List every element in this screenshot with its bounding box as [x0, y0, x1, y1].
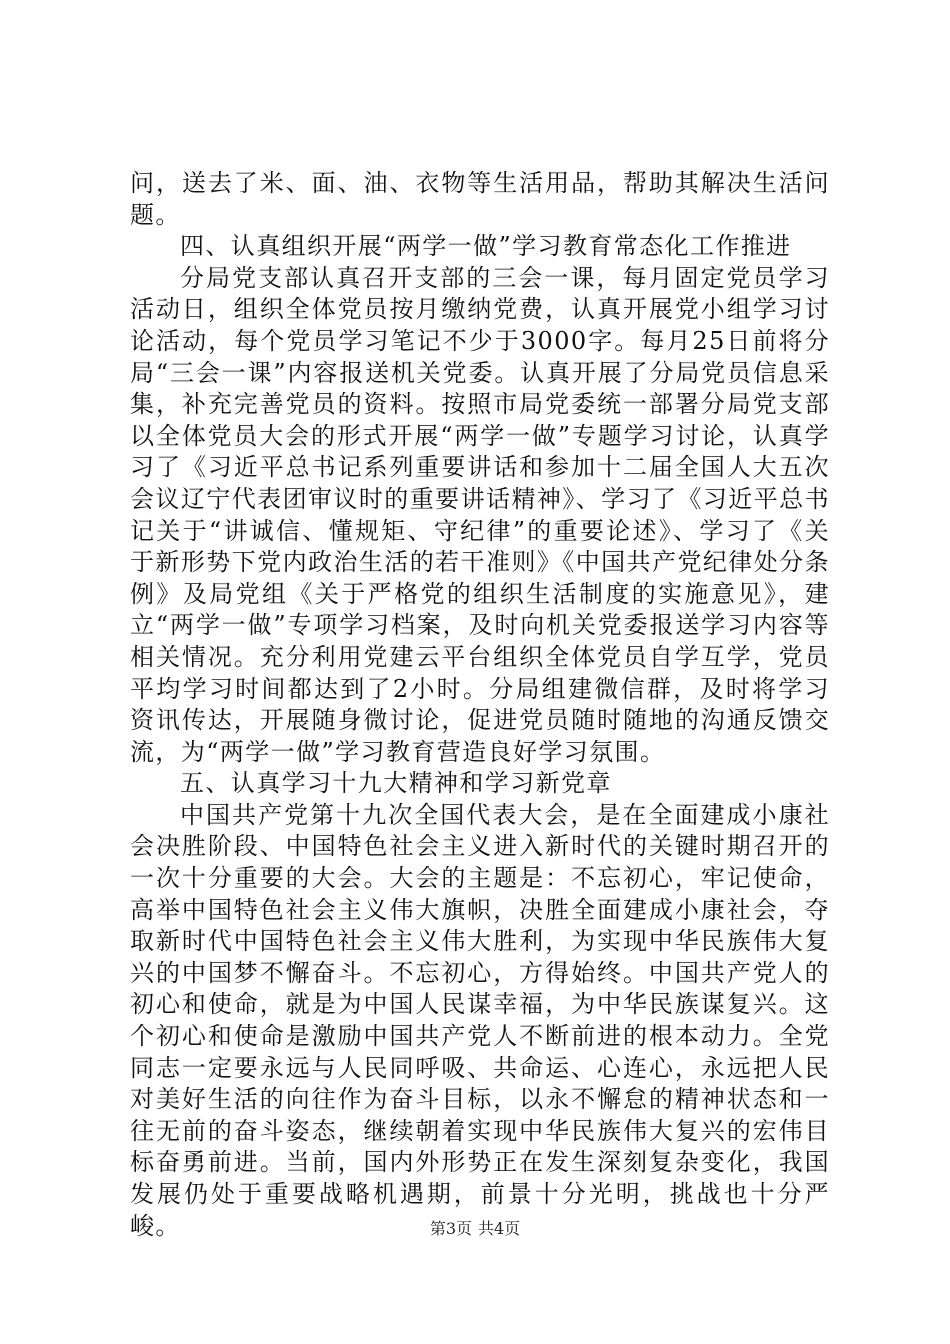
- page-footer: [0, 1216, 950, 1239]
- section-heading-five: 五、认真学习十九大精神和学习新党章: [180, 769, 612, 798]
- document-body: [130, 168, 830, 1242]
- paragraph-section-five: 中国共产党第十九次全国代表大会，是在全面建成小康社会决胜阶段、中国特色社会主义进入新时代的关键时期召开的一次十分重要的大会。大会的主题是：不忘初心，牢记使命，高举中国特色社会主义伟大旗帜，决胜全面建成小康社会，夺取新时代中国特色社会主义伟大胜利，为实现中华民族伟大复兴的中国梦不懈奋斗。不忘初心，方得始终。中国共产党人的初心和使命，就是为中国人民谋幸福，为中华民族谋复兴。这个初心和使命是激励中国共产党人不断前进的根本动力。全党同志一定要永远与人民同呼吸、共命运、心连心，永远把人民对美好生活的向往作为奋斗目标，以永不懈怠的精神状态和一往无前的奋斗姿态，继续朝着实现中华民族伟大复兴的宏伟目标奋勇前进。当前，国内外形势正在发生深刻复杂变化，我国发展仍处于重要战略机遇期，前景十分光明，挑战也十分严峻。: [130, 800, 830, 1240]
- paragraph-section-four: 分局党支部认真召开支部的三会一课，每月固定党员学习活动日，组织全体党员按月缴纳党费，认真开展党小组学习讨论活动，每个党员学习笔记不少于3000字。每月25日前将分局“三会一课”内容报送机关党委。认真开展了分局党员信息采集，补充完善党员的资料。按照市局党委统一部署分局党支部以全体党员大会的形式开展“两学一做”专题学习讨论，认真学习了《习近平总书记系列重要讲话和参加十二届全国人大五次会议辽宁代表团审议时的重要讲话精神》、学习了《习近平总书记关于“讲诚信、懂规矩、守纪律”的重要论述》、学习了《关于新形势下党内政治生活的若干准则》《中国共产党纪律处分条例》及局党组《关于严格党的组织生活制度的实施意见》，建立“两学一做”专项学习档案，及时向机关党委报送学习内容等相关情况。充分利用党建云平台组织全体党员自学互学，党员平均学习时间都达到了2小时。分局组建微信群，及时将学习资讯传达，开展随身微讨论，促进党员随时随地的沟通反馈交流，为“两学一做”学习教育营造良好学习氛围。: [130, 263, 830, 766]
- page-total: 共4页: [478, 1219, 521, 1238]
- page-number: 第3页: [429, 1219, 472, 1238]
- section-heading-four: 四、认真组织开展“两学一做”学习教育常态化工作推进: [180, 232, 792, 261]
- paragraph-continuation: 问，送去了米、面、油、衣物等生活用品，帮助其解决生活问题。: [130, 169, 830, 229]
